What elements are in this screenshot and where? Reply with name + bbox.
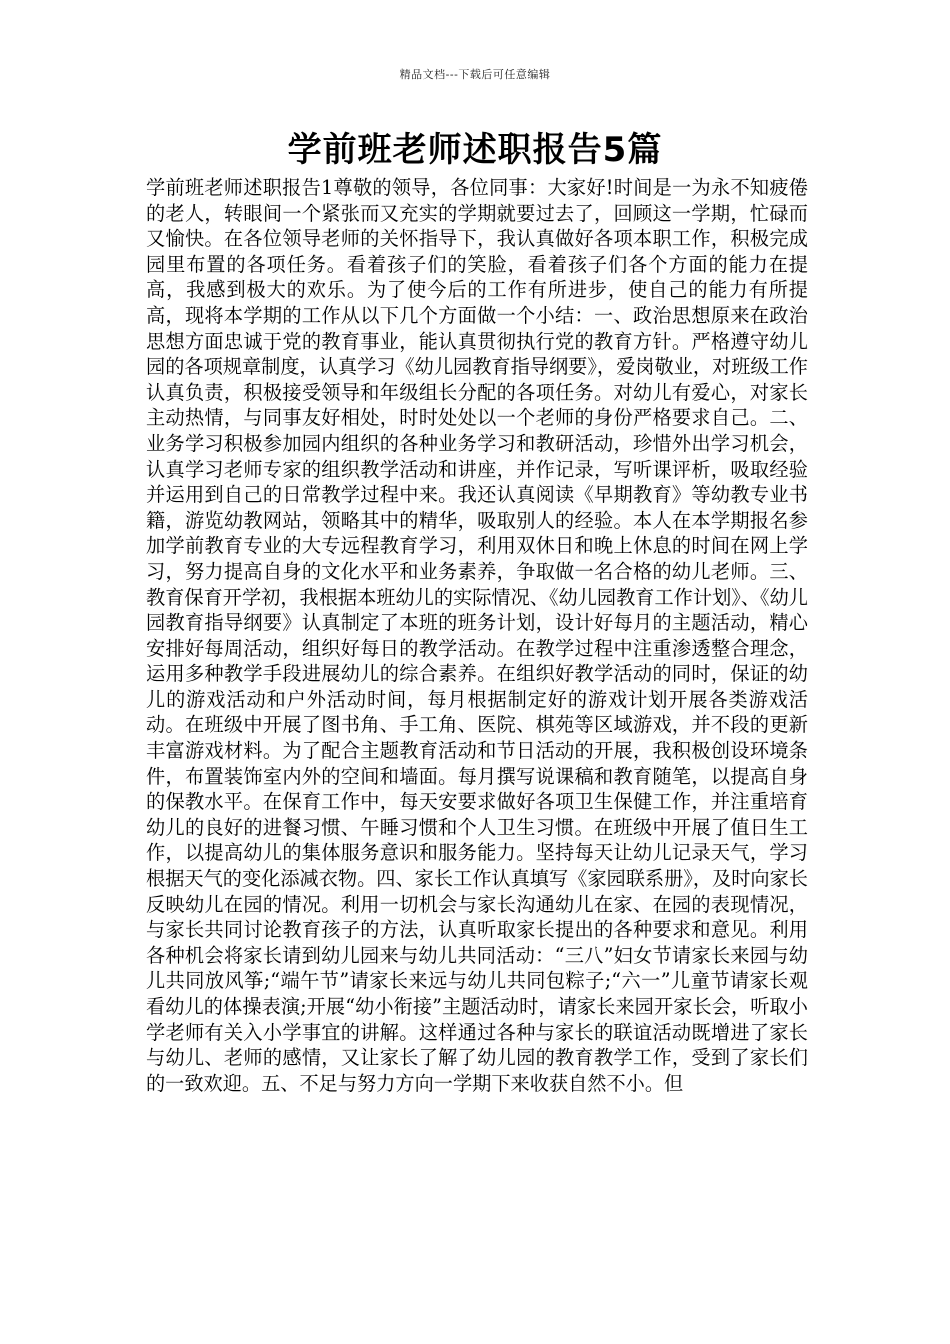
document-title: 学前班老师述职报告5篇 bbox=[287, 130, 663, 170]
page-header-note: 精品文档---下载后可任意编辑 bbox=[399, 68, 551, 81]
document-body-text: 学前班老师述职报告1尊敬的领导，各位同事：大家好!时间是一为永不知疲倦的老人，转眼间一个紧张而又充实的学期就要过去了，回顾这一学期，忙碌而又愉快。在各位领导老师的关怀指导下，我认真做好各项本职工作，积极完成园里布置的各项任务。看着孩子们的笑脸，看着孩子们各个方面的能力在提高，我感到极大的欢乐。为了使今后的工作有所进步，使自己的能力有所提高，现将本学期的工作从以下几个方面做一个小结：一、政治思想原来在政治思想方面忠诚于党的教育事业，能认真贯彻执行党的教育方针。严格遵守幼儿园的各项规章制度，认真学习《幼儿园教育指导纲要》，爱岗敬业，对班级工作认真负责，积极接受领导和年级组长分配的各项任务。对幼儿有爱心，对家长主动热情，与同事友好相处，时时处处以一个老师的身份严格要求自己。二、业务学习积极参加园内组织的各种业务学习和教研活动，珍惜外出学习机会，认真学习老师专家的组织教学活动和讲座，并作记录，写听课评析，吸取经验并运用到自己的日常教学过程中来。我还认真阅读《早期教育》等幼教专业书籍，游览幼教网站，领略其中的精华，吸取别人的经验。本人在本学期报名参加学前教育专业的大专远程教育学习，利用双休日和晚上休息的时间在网上学习，努力提高自身的文化水平和业务素养，争取做一名合格的幼儿老师。三、教育保育开学初，我根据本班幼儿的实际情况、《幼儿园教育工作计划》、《幼儿园教育指导纲要》认真制定了本班的班务计划，设计好每月的主题活动，精心安排好每周活动，组织好每日的教学活动。在教学过程中注重渗透整合理念，运用多种教学手段进展幼儿的综合素养。在组织好教学活动的同时，保证的幼儿的游戏活动和户外活动时间，每月根据制定好的游戏计划开展各类游戏活动。在班级中开展了图书角、手工角、医院、棋苑等区域游戏，并不段的更新丰富游戏材料。为了配合主题教育活动和节日活动的开展，我积极创设环境条件，布置装饰室内外的空间和墙面。每月撰写说课稿和教育随笔，以提高自身的保教水平。在保育工作中，每天安要求做好各项卫生保健工作，并注重培育幼儿的良好的进餐习惯、午睡习惯和个人卫生习惯。在班级中开展了值日生工作，以提高幼儿的集体服务意识和服务能力。坚持每天让幼儿记录天气，学习根据天气的变化添减衣物。四、家长工作认真填写《家园联系册》，及时向家长反映幼儿在园的情况。利用一切机会与家长沟通幼儿在家、在园的表现情况，与家长共同讨论教育孩子的方法，认真听取家长提出的各种要求和意见。利用各种机会将家长请到幼儿园来与幼儿共同活动：“三八”妇女节请家长来园与幼儿共同放风筝;“端午节”请家长来远与幼儿共同包粽子;“六一”儿童节请家长观看幼儿的体操表演;开展“幼小衔接”主题活动时，请家长来园开家长会，听取小学老师有关入小学事宜的讲解。这样通过各种与家长的联谊活动既增进了家长与幼儿、老师的感情，又让家长了解了幼儿园的教育教学工作，受到了家长们的一致欢迎。五、不足与努力方向一学期下来收获自然不小。但 bbox=[146, 176, 808, 1095]
